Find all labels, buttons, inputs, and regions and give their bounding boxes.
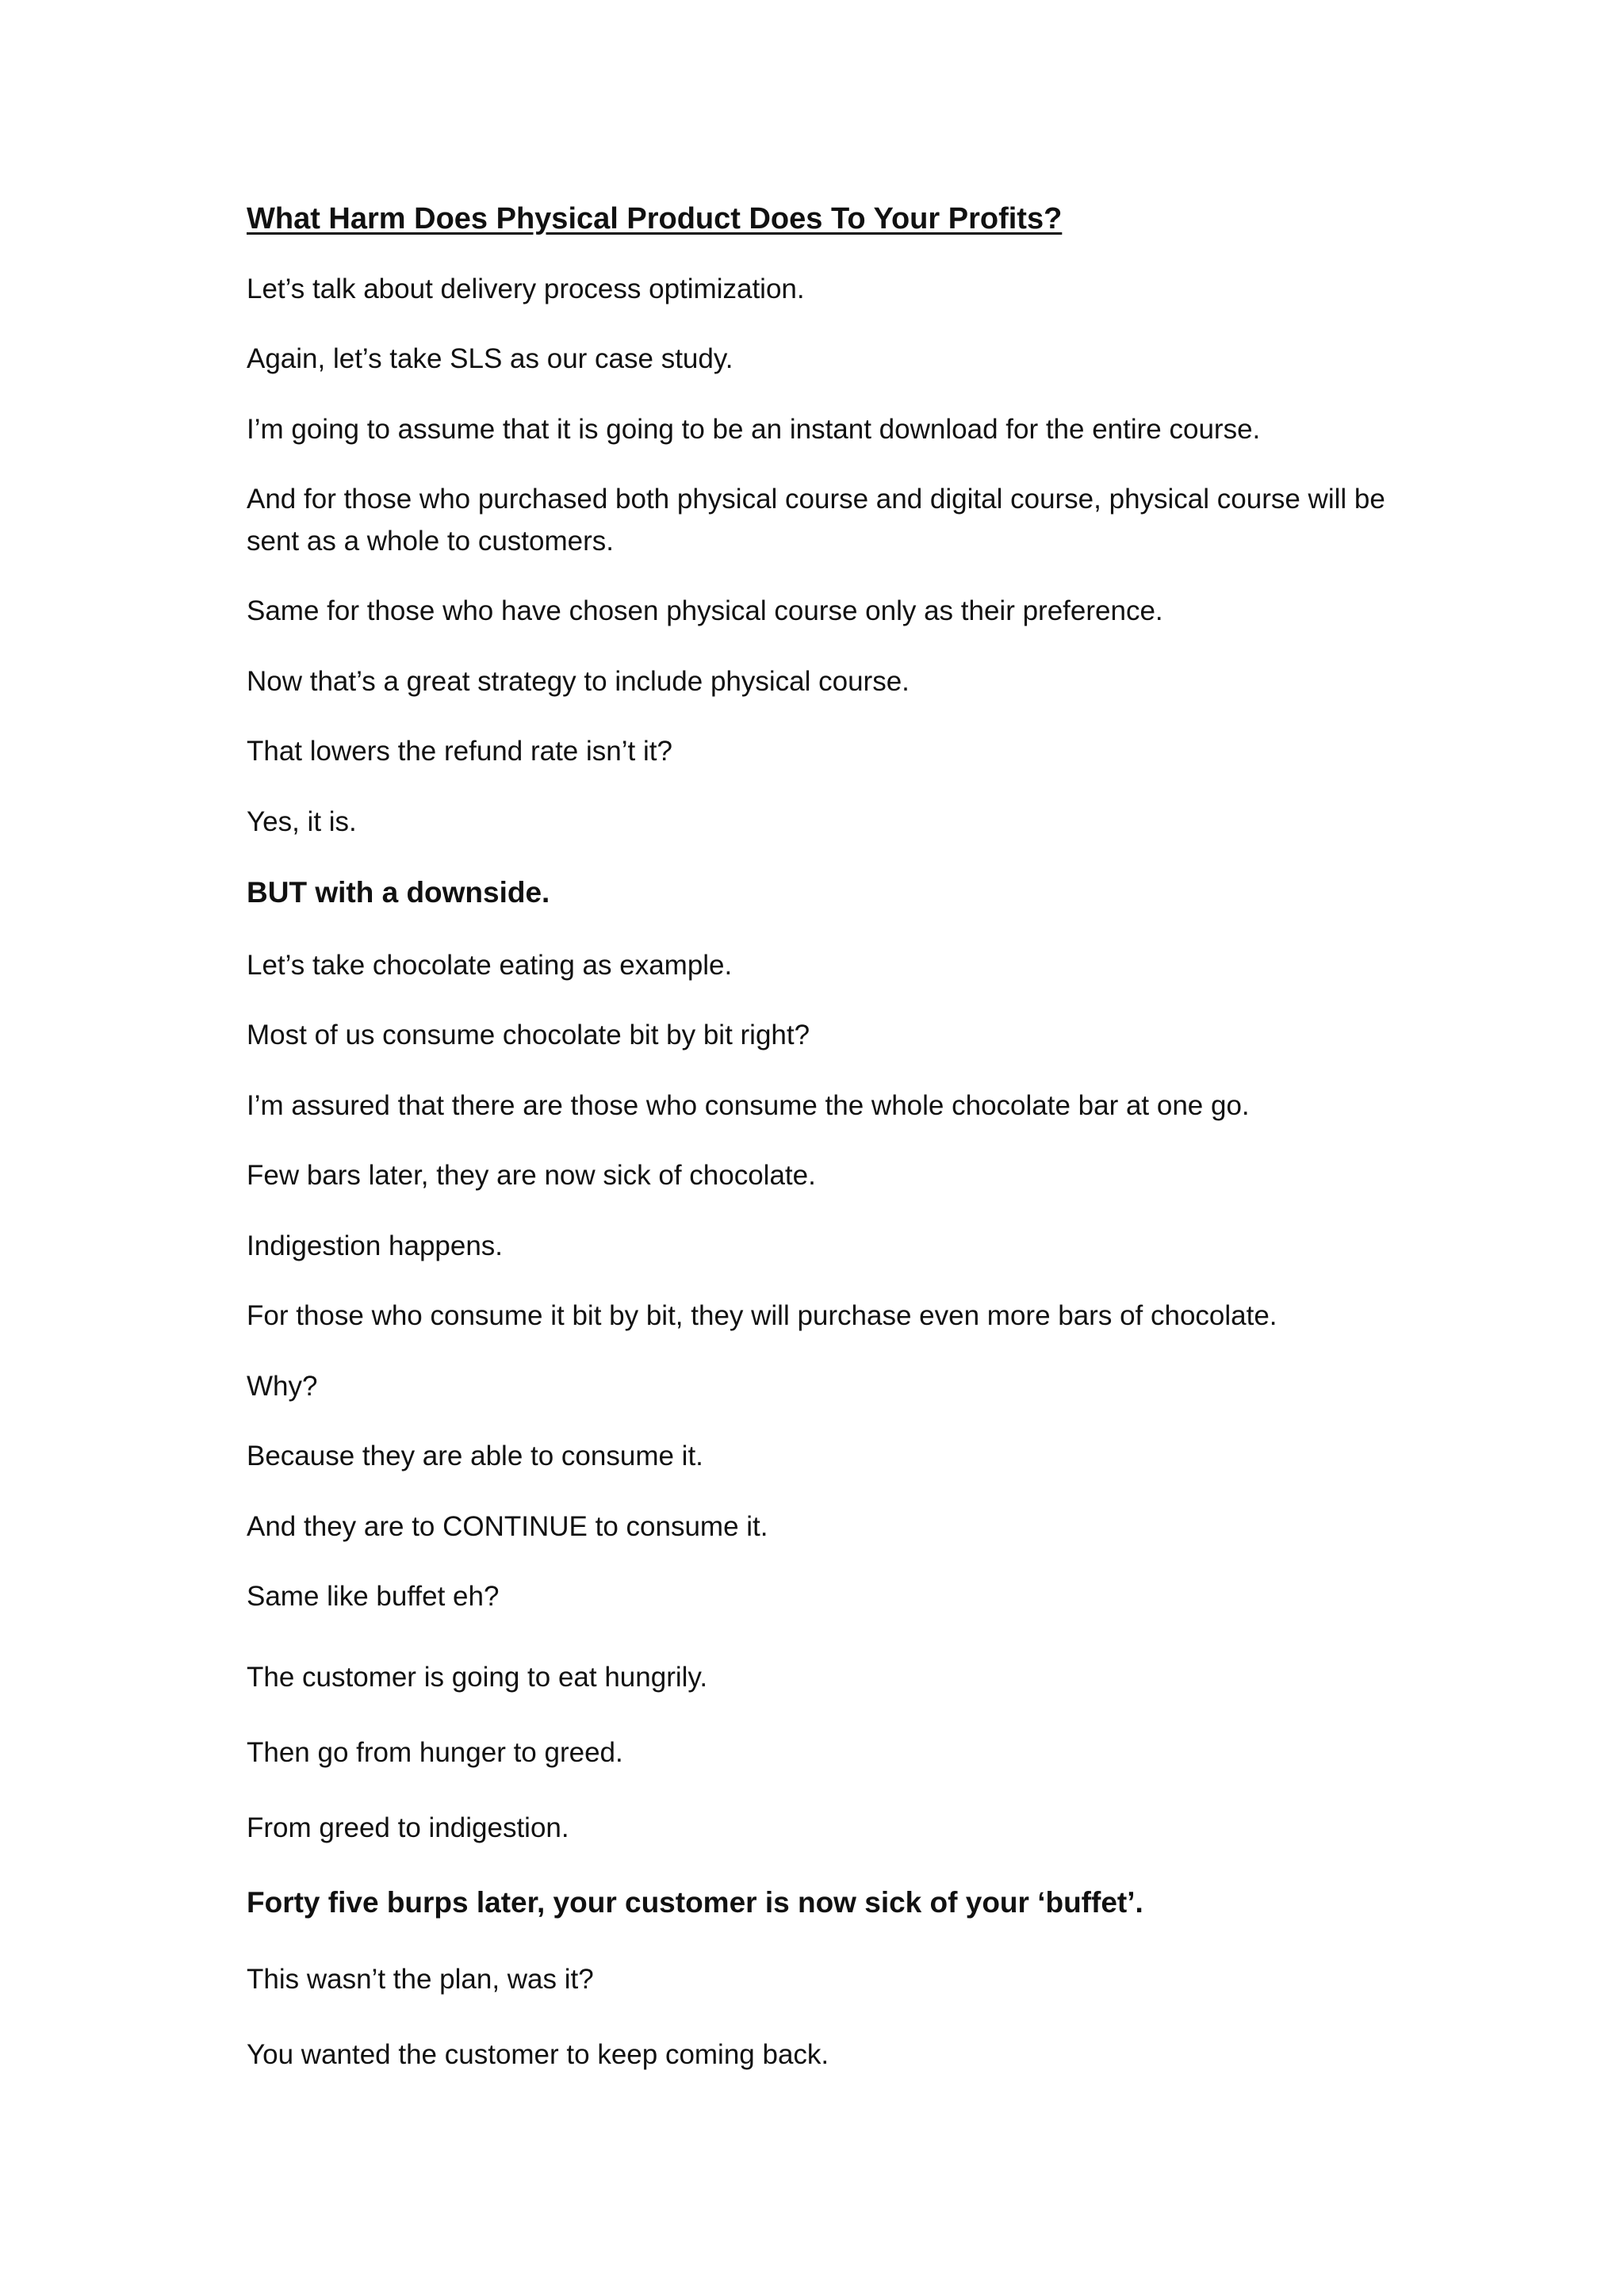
paragraph: And they are to CONTINUE to consume it.	[247, 1511, 768, 1542]
document-title: What Harm Does Physical Product Does To Your Profits?	[247, 202, 1063, 235]
paragraph: Now that’s a great strategy to include physical course.	[247, 666, 910, 697]
paragraph: Same like buffet eh?	[247, 1581, 500, 1612]
paragraph: That lowers the refund rate isn’t it?	[247, 736, 672, 767]
paragraph: The customer is going to eat hungrily.	[247, 1662, 708, 1693]
paragraph: Again, let’s take SLS as our case study.	[247, 343, 733, 374]
paragraph: Why?	[247, 1371, 318, 1402]
paragraph: Let’s talk about delivery process optimization.	[247, 274, 805, 304]
paragraph: sent as a whole to customers.	[247, 526, 614, 557]
paragraph: Most of us consume chocolate bit by bit right?	[247, 1020, 810, 1050]
paragraph: Indigestion happens.	[247, 1230, 504, 1261]
paragraph: Same for those who have chosen physical course only as their preference.	[247, 595, 1163, 626]
paragraph: And for those who purchased both physical course and digital course, physical course will be	[247, 484, 1385, 515]
paragraph: I’m going to assume that it is going to be an instant download for the entire course.	[247, 414, 1261, 445]
paragraph: From greed to indigestion.	[247, 1812, 569, 1843]
emphasis-heading: Forty five burps later, your customer is now sick of your ‘buffet’.	[247, 1886, 1143, 1919]
paragraph: You wanted the customer to keep coming back.	[247, 2039, 829, 2070]
paragraph: Let’s take chocolate eating as example.	[247, 950, 733, 981]
paragraph: Few bars later, they are now sick of chocolate.	[247, 1160, 816, 1191]
paragraph: This wasn’t the plan, was it?	[247, 1964, 594, 1995]
paragraph: Yes, it is.	[247, 806, 357, 837]
paragraph: Then go from hunger to greed.	[247, 1737, 623, 1768]
paragraph: For those who consume it bit by bit, they will purchase even more bars of chocolate.	[247, 1300, 1277, 1331]
paragraph: Because they are able to consume it.	[247, 1441, 703, 1471]
emphasis-heading: BUT with a downside.	[247, 876, 550, 909]
paragraph: I’m assured that there are those who consume the whole chocolate bar at one go.	[247, 1090, 1250, 1121]
